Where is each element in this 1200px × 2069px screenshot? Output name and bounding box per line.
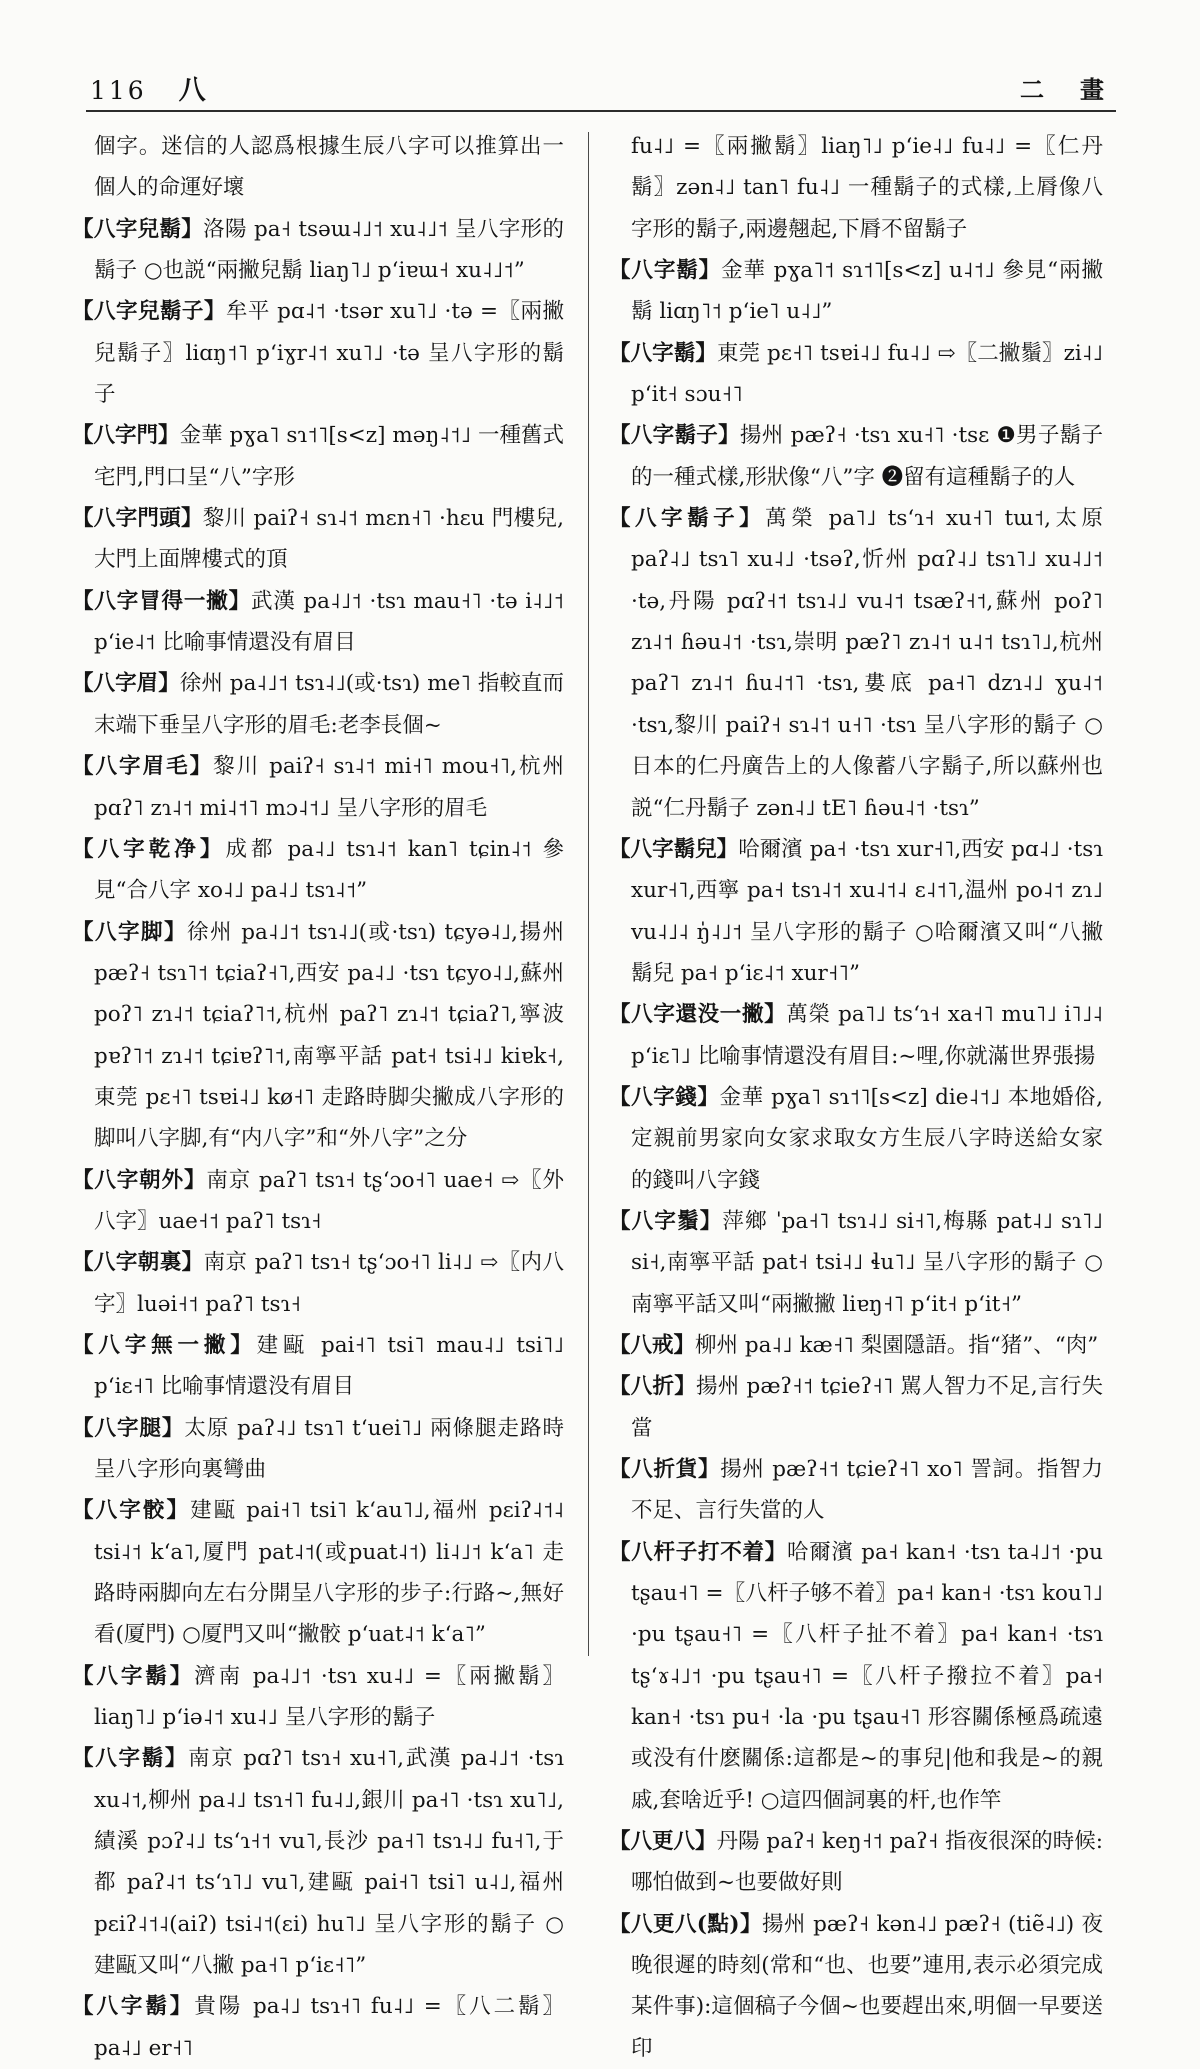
entry-headword: 【八字鬍子】 (609, 423, 740, 449)
entry-body: 萍鄉 ˈpa˧˥ tsɿ˨˩ si˧˥,梅縣 pat˨˩ sɿ˥˩ si˧,南寧平話 pat˧ tsi˨˩ ɬu˥˩ 呈八字形的鬍子 ○南寧平話又叫“兩撇撇 liɐŋ˧˥ pʻit˧ pʻit˧” (631, 1208, 1103, 1317)
entry-body: 貴陽 pa˨˩ tsɿ˧˥ fu˨˩ =〖八二鬍〗pa˨˩ er˧˥ (94, 1994, 564, 2061)
dictionary-entry (609, 333, 1103, 416)
entry-body: 南京 paʔ˥ tsɿ˧ tʂʻɔo˧˥ uae˧ ⇨〖外八字〗uae˧˦ paʔ˥ tsɿ˧ (94, 1167, 564, 1234)
entry-headword: 【八字鬍】 (609, 340, 717, 366)
entry-headword: 【八折貨】 (609, 1457, 721, 1482)
entry-headword: 【八字眉毛】 (72, 754, 214, 780)
stroke-section-title: 二 畫 (1020, 76, 1110, 104)
entry-headword: 【八字兒鬍子】 (72, 299, 226, 325)
dictionary-entry (609, 415, 1103, 498)
entry-body: 牟平 pɑ˨˦ ·tsər xu˥˩ ·tə =〖兩撇兒鬍子〗liɑŋ˦˥ pʻiɣr˨˦ xu˥˩ ·tə 呈八字形的鬍子 (94, 299, 564, 408)
dictionary-entry (609, 1904, 1103, 2069)
right-column (609, 126, 1103, 2069)
dictionary-entry (72, 829, 564, 912)
entry-headword: 【八字朝外】 (72, 1167, 207, 1193)
entry-body: 建甌 pai˧˥ tsi˥ kʻau˥˩,福州 pɛiʔ˨˦˨ tsi˨˦ kʻa˥,厦門 pat˨˦(或puat˨˦) li˨˩˦ kʻa˥ 走路時兩脚向左右分開呈八字形的步子:行路~,無好看(厦門) ○厦門又叫“撇骹 pʻuat˨˦ kʻa˥” (94, 1498, 564, 1648)
page-number-and-radical (90, 68, 206, 107)
dictionary-entry (609, 498, 1103, 829)
entry-headword: 【八字鬍兒】 (609, 836, 739, 862)
dictionary-entry (72, 1986, 564, 2069)
entry-body: 太原 paʔ˨˩ tsɿ˥ tʻuei˥˩ 兩條腿走路時呈八字形向裏彎曲 (94, 1415, 564, 1482)
entry-headword: 【八折】 (609, 1374, 696, 1400)
dictionary-entry (72, 1160, 564, 1243)
dictionary-entry (72, 415, 564, 498)
dictionary-entry (72, 663, 564, 746)
entry-body: 萬榮 pa˥˩ tsʻɿ˧ xu˧˥ tɯ˦,太原 paʔ˨˩ tsɿ˥ xu˨˩ ·tsəʔ,忻州 pɑʔ˨˩ tsɿ˥˩ xu˨˩˦ ·tə,丹陽 pɑʔ˧˦ tsɿ˨˩ vu˨˦ tsæʔ˧˦,蘇州 poʔ˥ zɿ˨˦ ɦəu˨˦ ·tsɿ,崇明 pæʔ˥ zɿ˨˦ u˨˦ tsɿ˥˩,杭州 paʔ˥ zɿ˨˦ ɦu˨˦˥ ·tsɿ,婁底 pa˧˥ dzɿ˨˩ ɣu˨˦ ·tsɿ,黎川 paiʔ˧ sɿ˨˦ u˧˥ ·tsɿ 呈八字形的鬍子 ○日本的仁丹廣告上的人像蓄八字鬍子,所以蘇州也説“仁丹鬍子 zən˨˩ tE˥ ɦəu˨˦ ·tsɿ” (631, 506, 1103, 821)
dictionary-entry (609, 1366, 1103, 1449)
entry-headword: 【八字骹】 (72, 1498, 191, 1524)
column-divider (588, 132, 589, 1656)
entry-body: 金華 pɣa˥ sɿ˦˥[s<z] die˨˦˩ 本地婚俗,定親前男家向女家求取女方生辰八字時送給女家的錢叫八字錢 (631, 1084, 1103, 1193)
entry-headword: 【八字腿】 (72, 1415, 185, 1441)
dictionary-entry (72, 1325, 564, 1408)
dictionary-entry (609, 1077, 1103, 1201)
page-number: 116 (90, 76, 147, 105)
entry-headword: 【八字乾净】 (72, 836, 226, 862)
entry-body: 東莞 pɛ˧˥ tsɐi˨˩ fu˨˩ ⇨〖二撇鬚〗zi˨˩ pʻit˧ sɔu˧˥ (631, 340, 1103, 408)
entry-headword: 【八杆子打不着】 (609, 1539, 787, 1565)
entry-body: 丹陽 paʔ˧ keŋ˧˦ paʔ˧ 指夜很深的時候:哪怕做到~也要做好則 (631, 1829, 1103, 1896)
page-header (90, 62, 1114, 106)
entry-body: 黎川 paiʔ˧ sɿ˨˦ mi˧˥ mou˧˥,杭州 pɑʔ˥ zɿ˨˦ mi˨˦˥ mɔ˨˦˩ 呈八字形的眉毛 (94, 754, 564, 821)
dictionary-entry (609, 1201, 1103, 1325)
entry-body: 徐州 pa˨˩˦ tsɿ˨˩(或·tsɿ) me˥ 指較直而末端下垂呈八字形的眉毛:老李長個~ (94, 671, 564, 738)
entry-body: 南京 paʔ˥ tsɿ˧ tʂʻɔo˧˥ li˨˩ ⇨〖内八字〗luəi˧˦ paʔ˥ tsɿ˧ (94, 1250, 564, 1317)
entry-body: fu˨˩ =〖兩撇鬍〗liaŋ˥˩ pʻie˨˩ fu˨˩ =〖仁丹鬍〗zən˨˩ tan˥ fu˨˩ 一種鬍子的式樣,上脣像八字形的鬍子,兩邊翹起,下脣不留鬍子 (631, 134, 1103, 242)
entry-headword: 【八字鬍】 (72, 1994, 195, 2020)
entry-body: 柳州 pa˨˩ kæ˧˥ 梨園隱語。指“猪”、“肉” (695, 1332, 1099, 1358)
entry-headword: 【八字朝裏】 (72, 1250, 204, 1276)
radical-character: 八 (178, 75, 206, 106)
entry-headword: 【八字鬍】 (72, 1746, 189, 1772)
entry-headword: 【八字鬚】 (609, 1208, 723, 1234)
dictionary-entry (72, 498, 564, 581)
entry-body: 哈爾濱 pa˧ ·tsɿ xur˧˥,西安 pɑ˨˩ ·tsɿ xur˧˥,西寧 pa˧ tsɿ˨˦ xu˨˦˨ ɛ˨˦˥,温州 po˨˦ zɿ˩ vu˨˩˨ ŋ̍˨˩˦ 呈八字形的鬍子 ○哈爾濱又叫“八撇鬍兒 pa˧ pʻiɛ˨˦ xur˧˥” (631, 836, 1103, 986)
dictionary-entry (72, 1738, 564, 1986)
entry-body: 武漢 pa˨˩˦ ·tsɿ mau˧˥ ·tə i˨˩˦ pʻie˨˦ 比喻事情還没有眉目 (94, 588, 564, 656)
header-rule (86, 110, 1116, 112)
entry-headword: 【八字鬍】 (72, 1663, 195, 1689)
dictionary-entry (609, 1821, 1103, 1904)
entry-headword: 【八更八】 (609, 1829, 717, 1855)
entry-body: 金華 pɣa˥ sɿ˦˥[s<z] məŋ˨˦˩ 一種舊式宅門,門口呈“八”字形 (94, 423, 564, 490)
dictionary-entry (609, 250, 1103, 333)
dictionary-entry (609, 1532, 1103, 1821)
entry-headword: 【八字錢】 (609, 1084, 720, 1110)
dictionary-entry (72, 291, 564, 415)
entry-body: 南京 pɑʔ˥ tsɿ˧ xu˧˥,武漢 pa˨˩˦ ·tsɿ xu˨˦,柳州 pa˨˩ tsɿ˧˥ fu˨˩,銀川 pa˧˥ ·tsɿ xu˥˩,績溪 pɔʔ˨˩ tsʻɿ˧˦ vu˥,長沙 pa˧˥ tsɿ˨˩ fu˧˥,于都 paʔ˨˦ tsʻɿ˥˩ vu˥,建甌 pai˧˥ tsi˥ u˨˩,福州 pɛiʔ˨˦˨(aiʔ) tsi˨˦(ɛi) hu˥˩ 呈八字形的鬍子 ○建甌又叫“八撇 pa˧˥ pʻiɛ˧˥” (94, 1746, 564, 1979)
entry-body: 成都 pa˨˩ tsɿ˨˦ kan˥ tɕin˨˦ 參見“合八字 xo˨˩ pa˨˩ tsɿ˨˦” (94, 836, 564, 904)
entry-headword: 【八戒】 (609, 1332, 696, 1358)
entry-headword: 【八字脚】 (72, 919, 187, 945)
entry-headword: 【八字還没一撇】 (609, 1002, 787, 1028)
dictionary-entry (609, 1449, 1103, 1532)
entry-body: 哈爾濱 pa˧ kan˧ ·tsɿ ta˨˩˦ ·pu tʂau˧˥ =〖八杆子够不着〗pa˧ kan˧ ·tsɿ kou˥˩ ·pu tʂau˧˥ =〖八杆子扯不着〗pa˧ kan˧ ·tsɿ tʂʻɤ˨˩˦ ·pu tʂau˧˥ =〖八杆子撥拉不着〗pa˧ kan˧ ·tsɿ pu˧ ·la ·pu tʂau˧˥ 形容關係極爲疏遠或没有什麽關係:這都是~的事兒|他和我是~的親戚,套啥近乎! ○這四個詞裏的杆,也作竿 (631, 1539, 1103, 1813)
entry-body: 洛陽 pa˧ tsəɯ˨˩˦ xu˨˩˦ 呈八字形的鬍子 ○也説“兩撇兒鬍 liaŋ˥˩ pʻiɐɯ˧ xu˨˩˦” (94, 216, 564, 284)
entry-headword: 【八字鬍】 (609, 258, 722, 284)
entry-body: 金華 pɣa˥˦ sɿ˦˥[s<z] u˨˦˩ 參見“兩撇鬍 liɑŋ˥˦ pʻie˥ u˨˩” (631, 258, 1103, 325)
dictionary-entry (72, 1408, 564, 1491)
dictionary-entry (72, 912, 564, 1160)
entry-headword: 【八字無一撇】 (72, 1332, 257, 1358)
entry-headword: 【八字眉】 (72, 671, 180, 697)
entry-body: 揚州 pæʔ˧˦ tɕieʔ˧˥ xo˥ 詈詞。指智力不足、言行失當的人 (631, 1457, 1103, 1524)
entry-body: 黎川 paiʔ˧ sɿ˨˦ mɛn˧˥ ·hɛu 門樓兒,大門上面牌樓式的頂 (94, 506, 564, 573)
dictionary-entry (72, 746, 564, 829)
entry-body: 揚州 pæʔ˧ kən˨˩ pæʔ˧ (tiẽ˨˩) 夜晚很遲的時刻(常和“也、也要”連用,表示必須完成某件事):這個稿子今個~也要趕出來,明個一早要送印 (631, 1911, 1103, 2061)
entry-headword: 【八字兒鬍】 (72, 216, 204, 242)
left-column (72, 126, 564, 2069)
dictionary-entry (609, 1325, 1103, 1366)
dictionary-entry (72, 1490, 564, 1655)
entry-body: 濟南 pa˨˩˦ ·tsɿ xu˨˩ =〖兩撇鬍〗liaŋ˥˩ pʻiə˨˦ xu˨˩ 呈八字形的鬍子 (94, 1663, 564, 1731)
dictionary-entry (609, 994, 1103, 1077)
entry-body: 萬榮 pa˥˩ tsʻɿ˧ xa˧˥ mu˥˩ i˥˩˨ pʻiɛ˥˩ 比喻事情還没有眉目:~哩,你就滿世界張揚 (631, 1002, 1103, 1069)
entry-body: 揚州 pæʔ˧˦ tɕieʔ˧˥ 駡人智力不足,言行失當 (631, 1374, 1103, 1441)
entry-body: 揚州 pæʔ˧ ·tsɿ xu˧˥ ·tsɛ ❶男子鬍子的一種式樣,形狀像“八”字 ❷留有這種鬍子的人 (631, 423, 1103, 490)
entry-body: 建甌 pai˧˥ tsi˥ mau˨˩ tsi˥˩ pʻiɛ˧˥ 比喻事情還没有眉目 (94, 1332, 564, 1400)
entry-headword: 【八更八(點)】 (609, 1911, 762, 1937)
entry-headword: 【八字門頭】 (72, 506, 203, 532)
entry-body: 個字。迷信的人認爲根據生辰八字可以推算出一個人的命運好壞 (94, 134, 564, 201)
dictionary-entry (72, 126, 564, 209)
dictionary-entry (72, 209, 564, 292)
dictionary-entry (609, 829, 1103, 994)
dictionary-entry (609, 126, 1103, 250)
dictionary-entry (72, 1656, 564, 1739)
entry-headword: 【八字鬍子】 (609, 506, 766, 532)
entry-headword: 【八字門】 (72, 423, 180, 449)
dictionary-entry (72, 581, 564, 664)
entry-body: 徐州 pa˨˩˦ tsɿ˨˩(或·tsɿ) tɕyə˨˩,揚州 pæʔ˧ tsɿ˥˦ tɕiaʔ˧˥,西安 pa˨˩ ·tsɿ tɕyo˨˩,蘇州 poʔ˥ zɿ˨˦ tɕiaʔ˥˦,杭州 paʔ˥ zɿ˨˦ tɕiaʔ˥,寧波 pɐʔ˥˦ zɿ˨˦ tɕiɐʔ˥˦,南寧平話 pat˧ tsi˨˩ kiɐk˧,東莞 pɛ˧˥ tsɐi˨˩ kø˧˥ 走路時脚尖撇成八字形的脚叫八字脚,有“内八字”和“外八字”之分 (94, 919, 564, 1152)
dictionary-entry (72, 1242, 564, 1325)
entry-headword: 【八字冒得一撇】 (72, 588, 251, 614)
